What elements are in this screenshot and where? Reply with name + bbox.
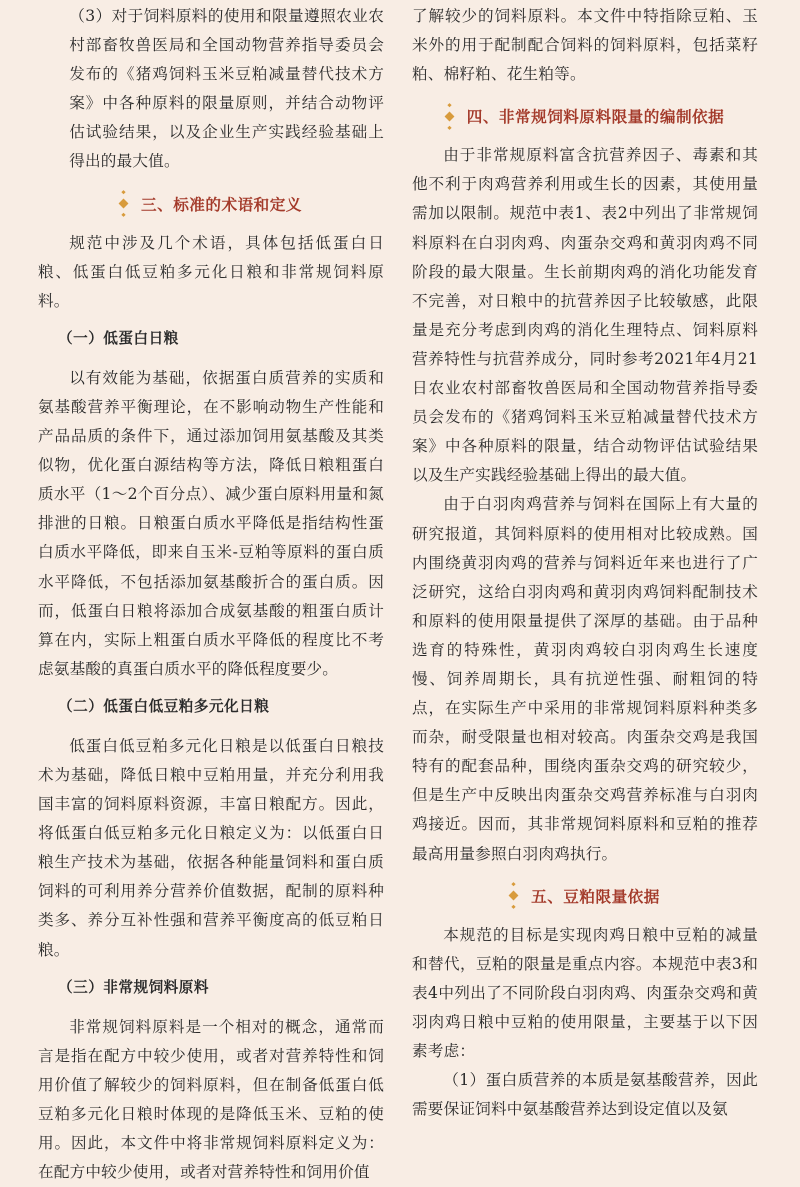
paragraph-terms-intro: 规范中涉及几个术语，具体包括低蛋白日粮、低蛋白低豆粕多元化日粮和非常规饲料原料。 xyxy=(38,233,384,310)
subheading-unconventional-feed: （三）非常规饲料原料 xyxy=(58,978,209,996)
paragraph-diversified-diet: 低蛋白低豆粕多元化日粮是以低蛋白日粮技术为基础，降低日粮中豆粕用量，并充分利用我国丰富的饲料原料资源，丰富日粮配方。因此，将低蛋白低豆粕多元化日粮定义为：以低蛋白日粮生产技术为基础，依据各种能量饲料和蛋白质饲料的可利用养分营养价值数据，配制的原料种类多、养分互补性强和营养平衡度高的低豆粕日粮。 xyxy=(38,736,384,959)
diamond-ornament-icon xyxy=(509,891,519,901)
paragraph-unconventional-feed-cont: 了解较少的饲料原料。本文件中特指除豆粕、玉米外的用于配制配合饲料的饲料原料，包括菜籽粕、棉籽粕、花生粕等。 xyxy=(412,7,758,84)
diamond-ornament-icon xyxy=(444,111,454,121)
section-3-heading xyxy=(38,185,384,223)
paragraph-criteria-3: （3）对于饲料原料的使用和限量遵照农业农村部畜牧兽医局和全国动物营养指导委员会发布的《猪鸡饲料玉米豆粕减量替代技术方案》中各种原料的限量原则，并结合动物评估试验结果，以及企业生产实践经验基础上得出的最大值。 xyxy=(69,7,384,171)
section-4-title: 四、非常规饲料原料限量的编制依据 xyxy=(466,108,725,127)
subheading-low-protein-diet: （一）低蛋白日粮 xyxy=(58,329,179,347)
paragraph-factor-1: （1）蛋白质营养的本质是氨基酸营养，因此需要保证饲料中氨基酸营养达到设定值以及氨 xyxy=(412,1071,758,1119)
diamond-ornament-icon xyxy=(119,199,129,209)
section-5-title: 五、豆粕限量依据 xyxy=(531,887,660,906)
paragraph-breed-differences: 由于白羽肉鸡营养与饲料在国际上有大量的研究报道，其饲料原料的使用相对比较成熟。国内围绕黄羽肉鸡的营养与饲料近年来也进行了广泛研究，这给白羽肉鸡和黄羽肉鸡饲料配制技术和原料的使用限量提供了深厚的基础。由于品种选育的特殊性，黄羽肉鸡较白羽肉鸡生长速度慢、饲养周期长，具有抗逆性强、耐粗饲的特点，在实际生产中采用的非常规饲料原料种类多而杂，耐受限量也相对较高。肉蛋杂交鸡是我国特有的配套品种，围绕肉蛋杂交鸡的研究较少，但是生产中反映出肉蛋杂交鸡营养标准与白羽肉鸡接近。因而，其非常规饲料原料和豆粕的推荐最高用量参照白羽肉鸡执行。 xyxy=(412,495,758,863)
section-3-title: 三、标准的术语和定义 xyxy=(141,195,302,214)
section-5-heading xyxy=(412,877,758,915)
paragraph-unconventional-feed: 非常规饲料原料是一个相对的概念，通常而言是指在配方中较少使用，或者对营养特性和饲用价值了解较少的饲料原料，但在制备低蛋白低豆粕多元化日粮时体现的是降低玉米、豆粕的使用。因此，本文件中将非常规饲料原料定义为：在配方中较少使用，或者对营养特性和饲用价值 xyxy=(38,1017,384,1182)
left-column xyxy=(38,2,384,1182)
right-column xyxy=(412,2,758,1119)
paragraph-limit-basis: 由于非常规原料富含抗营养因子、毒素和其他不利于肉鸡营养利用或生长的因素，其使用量需加以限制。规范中表1、表2中列出了非常规饲料原料在白羽肉鸡、肉蛋杂交鸡和黄羽肉鸡不同阶段的最大限量。生长前期肉鸡的消化功能发育不完善，对日粮中的抗营养因子比较敏感，此限量是充分考虑到肉鸡的消化生理特点、饲料原料营养特性与抗营养成分，同时参考2021年4月21日农业农村部畜牧兽医局和全国动物营养指导委员会发布的《猪鸡饲料玉米豆粕减量替代技术方案》中各种原料的限量，结合动物评估试验结果以及生产实践经验基础上得出的最大值。 xyxy=(412,146,758,485)
paragraph-soybean-meal-goal: 本规范的目标是实现肉鸡日粮中豆粕的减量和替代，豆粕的限量是重点内容。本规范中表3和表4中列出了不同阶段白羽肉鸡、肉蛋杂交鸡和黄羽肉鸡日粮中豆粕的使用限量，主要基于以下因素考虑： xyxy=(412,925,758,1060)
subheading-diversified-diet: （二）低蛋白低豆粕多元化日粮 xyxy=(58,697,270,715)
section-4-heading xyxy=(412,97,758,135)
paragraph-low-protein-diet: 以有效能为基础，依据蛋白质营养的实质和氨基酸营养平衡理论，在不影响动物生产性能和产品品质的条件下，通过添加饲用氨基酸及其类似物，优化蛋白源结构等方法，降低日粮粗蛋白质水平（1～2个百分点）、减少蛋白原料用量和氮排泄的日粮。日粮蛋白质水平降低是指结构性蛋白质水平降低，即来自玉米-豆粕等原料的蛋白质水平降低，不包括添加氨基酸折合的蛋白质。因而，低蛋白日粮将添加合成氨基酸的粗蛋白质计算在内，实际上粗蛋白质水平降低的程度比不考虑氨基酸的真蛋白质水平的降低程度要少。 xyxy=(38,368,384,678)
